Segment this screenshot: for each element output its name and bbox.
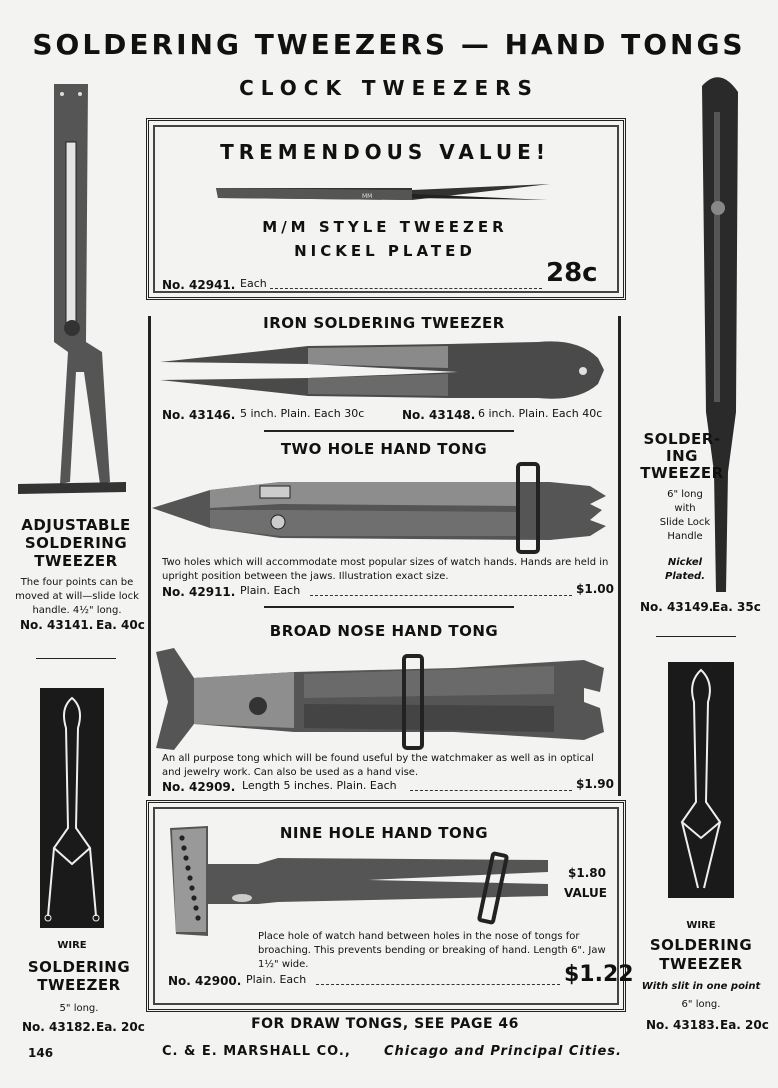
solder-finish-1: Nickel (667, 557, 703, 568)
broad-nose-heading: BROAD NOSE HAND TONG (269, 622, 499, 640)
two-hole-heading: TWO HOLE HAND TONG (280, 440, 488, 458)
wire-5-title-2: TWEEZER (37, 976, 121, 994)
two-hole-item-no: No. 42911. (162, 585, 236, 599)
solder-title-1: SOLDER- (643, 430, 721, 448)
broad-nose-item-no: No. 42909. (162, 780, 236, 794)
section-rule (264, 430, 514, 432)
solder-finish-2: Plated. (664, 571, 706, 582)
iron-item2-desc: 6 inch. Plain. Each 40c (478, 407, 603, 420)
draw-tongs-note: FOR DRAW TONGS, SEE PAGE 46 (251, 1016, 519, 1032)
nine-hole-heading: NINE HOLE HAND TONG (279, 824, 489, 842)
adjustable-title-1: ADJUSTABLE (21, 516, 131, 534)
promo-leader (270, 288, 542, 289)
broad-nose-price: $1.90 (576, 777, 614, 791)
mm-stamp: MM (362, 193, 373, 200)
iron-item1-no: No. 43146. (162, 408, 236, 422)
mm-tweezer-illustration (212, 176, 552, 210)
iron-item1-desc: 5 inch. Plain. Each 30c (240, 407, 365, 420)
solder-item: No. 43149. (640, 600, 714, 614)
solder-title-2: ING (666, 447, 698, 465)
adjustable-tweezer-illustration (14, 82, 134, 502)
nine-hole-value-label: VALUE (564, 886, 607, 900)
solder-desc-2: with (674, 503, 696, 514)
promo-item-no: No. 42941. (162, 278, 236, 292)
wire-5-price: Ea. 20c (96, 1020, 145, 1034)
broad-nose-leader (410, 790, 572, 791)
wire-5-title-1: SOLDERING (27, 958, 131, 976)
wire-6-price: Ea. 20c (720, 1018, 769, 1032)
solder-title-3: TWEEZER (640, 464, 724, 482)
adjustable-title-2: SOLDERING (24, 534, 128, 552)
nine-hole-tong-illustration (168, 824, 552, 938)
wire-6-desc: With slit in one point (641, 981, 761, 992)
page-subtitle: CLOCK TWEEZERS (239, 76, 539, 100)
solder-desc-1: 6" long (667, 489, 703, 500)
nine-hole-price: $1.22 (564, 962, 634, 987)
wire-tweezer-6-wire (668, 662, 734, 898)
wire-6-item: No. 43183. (646, 1018, 720, 1032)
broad-nose-tong-illustration (154, 648, 608, 752)
wire-5-item: No. 43182. (22, 1020, 96, 1034)
two-hole-desc: Two holes which will accommodate most popular sizes of watch hands. Hands are held in upright position between the jaws. Illustration exact size. (162, 557, 609, 582)
nine-hole-value-price: $1.80 (568, 866, 606, 880)
adjustable-price: Ea. 40c (96, 618, 145, 632)
nine-hole-leader (316, 984, 560, 985)
wire-6-label: WIRE (686, 920, 716, 931)
iron-tweezer-illustration (158, 340, 608, 402)
nine-hole-item-no: No. 42900. (168, 974, 242, 988)
promo-price: 28c (546, 258, 598, 288)
company-name: C. & E. MARSHALL CO., (162, 1044, 351, 1059)
nine-hole-desc: Place hole of watch hand between holes in the nose of tongs for broaching. This prevents bending or breaking of hand. Length 6". Jaw 1½" wide. (258, 931, 606, 970)
wire-6-len: 6" long. (681, 999, 721, 1010)
promo-headline: TREMENDOUS VALUE! (220, 140, 550, 164)
nine-hole-item-desc: Plain. Each (246, 973, 307, 986)
iron-heading: IRON SOLDERING TWEEZER (263, 314, 505, 332)
adjustable-item: No. 43141. (20, 618, 94, 632)
right-rule (656, 636, 736, 637)
page-title: SOLDERING TWEEZERS — HAND TONGS (32, 28, 746, 61)
page-number: 146 (28, 1046, 54, 1060)
section-rule (264, 606, 514, 608)
wire-6-title-2: TWEEZER (659, 955, 743, 973)
solder-price: Ea. 35c (712, 600, 761, 614)
adjustable-title-3: TWEEZER (34, 552, 118, 570)
wire-tweezer-5-wire (40, 688, 104, 928)
left-rule (36, 658, 116, 659)
solder-desc-4: Handle (667, 531, 703, 542)
broad-nose-item-desc: Length 5 inches. Plain. Each (242, 779, 397, 792)
promo-each: Each (240, 277, 267, 290)
wire-5-len: 5" long. (59, 1003, 99, 1014)
two-hole-item-desc: Plain. Each (240, 584, 301, 597)
promo-finish: NICKEL PLATED (294, 242, 476, 260)
two-hole-leader (310, 595, 572, 596)
adjustable-desc: The four points can be moved at will—slide lock handle. 4½" long. (15, 577, 139, 616)
two-hole-tong-illustration (150, 460, 610, 556)
promo-product: M/M STYLE TWEEZER (262, 218, 508, 236)
two-hole-price: $1.00 (576, 582, 614, 596)
solder-desc-3: Slide Lock (659, 517, 711, 528)
wire-5-label: WIRE (57, 940, 87, 951)
wire-6-title-1: SOLDERING (649, 936, 753, 954)
iron-item2-no: No. 43148. (402, 408, 476, 422)
company-location: Chicago and Principal Cities. (384, 1044, 622, 1059)
broad-nose-desc: An all purpose tong which will be found useful by the watchmaker as well as in optical and jewelry work. Can also be used as a hand vise. (162, 753, 594, 778)
